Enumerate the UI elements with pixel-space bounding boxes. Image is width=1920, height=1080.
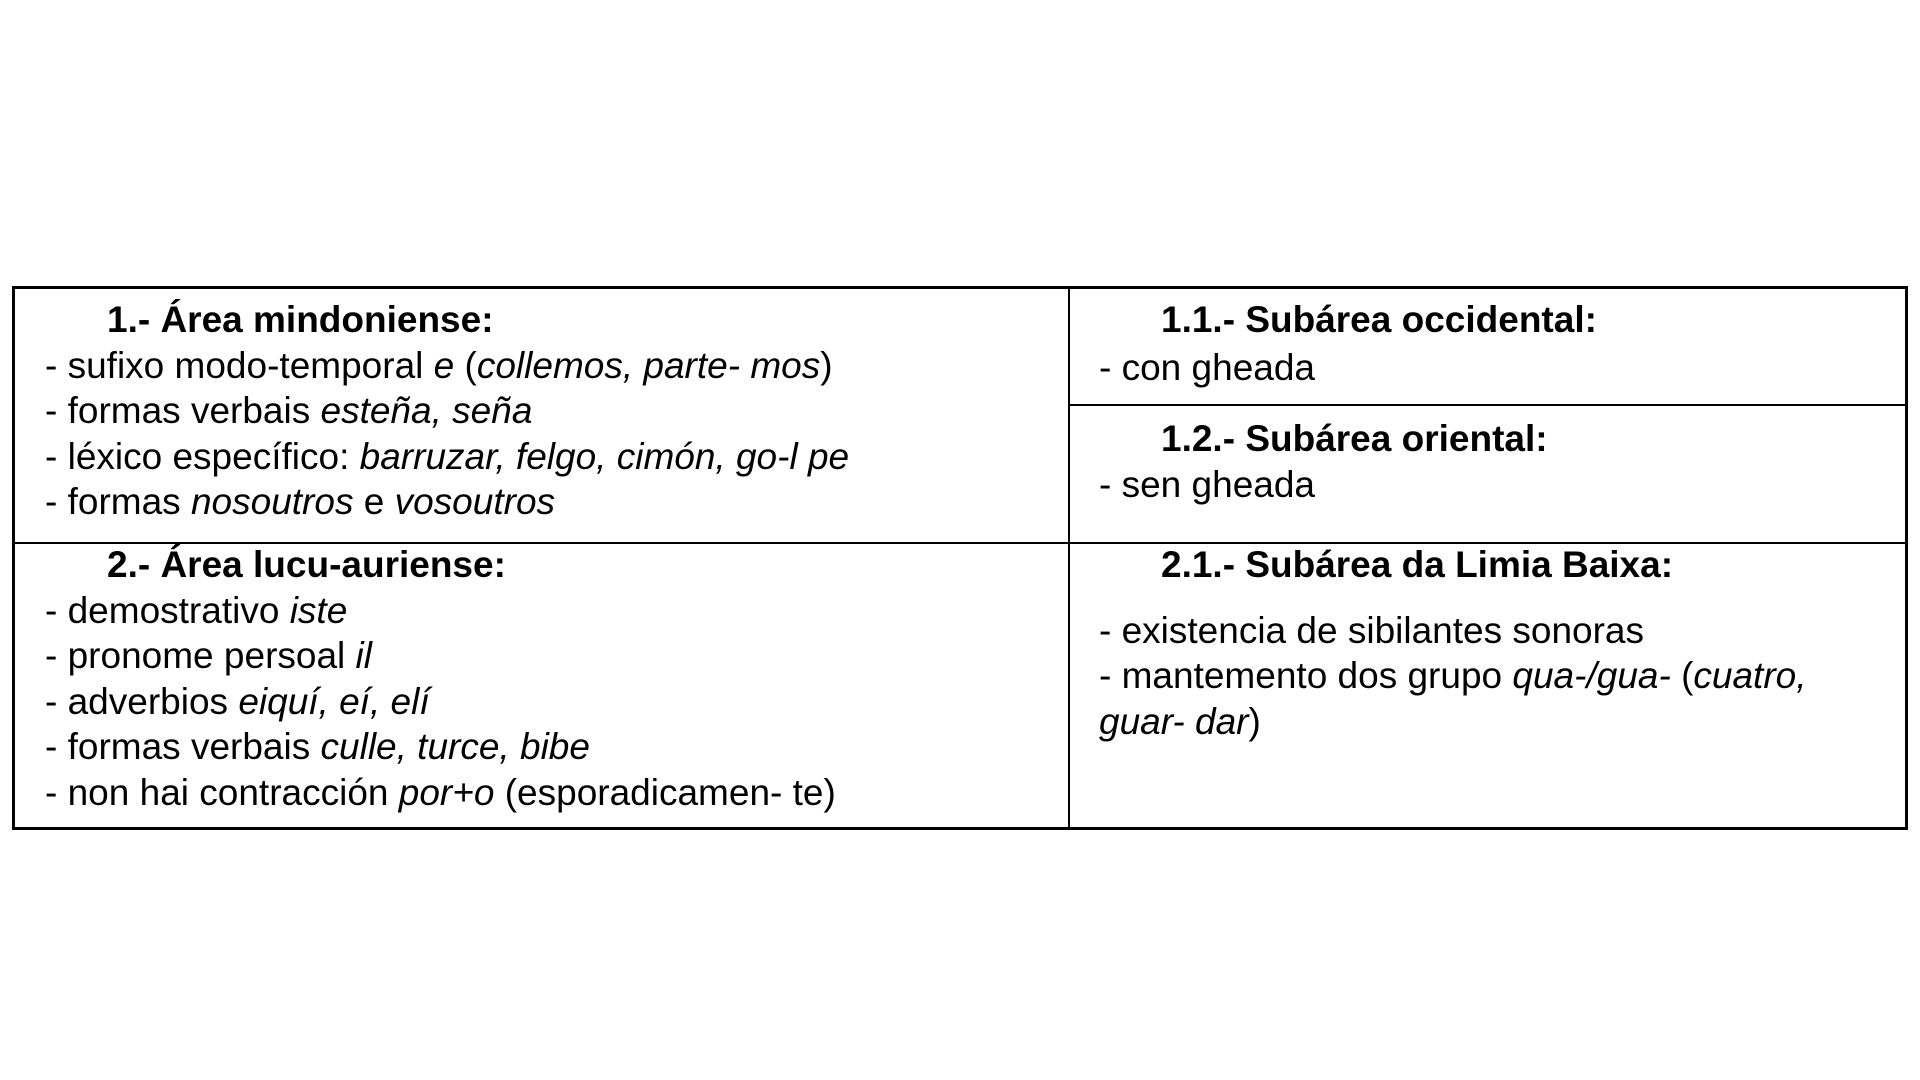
subarea11-heading: 1.1.- Subárea occidental: [1161, 299, 1597, 340]
area1-item: - léxico específico: barruzar, felgo, cimón, go-l pe [45, 435, 850, 477]
cell-subarea-occidental [1099, 297, 1597, 390]
subarea12-heading: 1.2.- Subárea oriental: [1161, 418, 1548, 459]
area2-heading: 2.- Área lucu-auriense: [107, 544, 506, 585]
area1-item: - formas nosoutros e vosoutros [45, 481, 556, 522]
area1-item: - sufixo modo-temporal e (collemos, parte- mos) [45, 344, 833, 386]
area1-item: - formas verbais esteña, seña [45, 390, 533, 431]
subarea-divider [1070, 404, 1905, 406]
area2-item: - adverbios eiquí, eí, elí [45, 680, 430, 722]
subarea21-item: - mantemento dos grupo qua-/gua- (cuatro, [1099, 655, 1807, 696]
subarea21-heading: 2.1.- Subárea da Limia Baixa: [1161, 544, 1674, 585]
cell-area-lucu-auriense [45, 542, 836, 815]
subarea12-item: - sen gheada [1099, 463, 1316, 505]
dialect-areas-table [12, 286, 1908, 830]
cell-subarea-oriental [1099, 416, 1548, 507]
area2-item: - pronome persoal il [45, 635, 372, 676]
subarea11-item: - con gheada [1099, 346, 1316, 388]
subarea21-item: - existencia de sibilantes sonoras [1099, 609, 1645, 651]
area2-item: - formas verbais culle, turce, bibe [45, 726, 590, 767]
cell-area-mindoniense [45, 297, 849, 525]
area2-item: - demostrativo iste [45, 589, 348, 631]
column-divider [1068, 289, 1070, 827]
subarea21-item-continued: guar- dar) [1099, 700, 1261, 742]
cell-subarea-limia-baixa [1099, 542, 1807, 744]
area2-item: - non hai contracción por+o (esporadicamen- te) [45, 771, 836, 813]
area1-heading: 1.- Área mindoniense: [107, 299, 494, 340]
